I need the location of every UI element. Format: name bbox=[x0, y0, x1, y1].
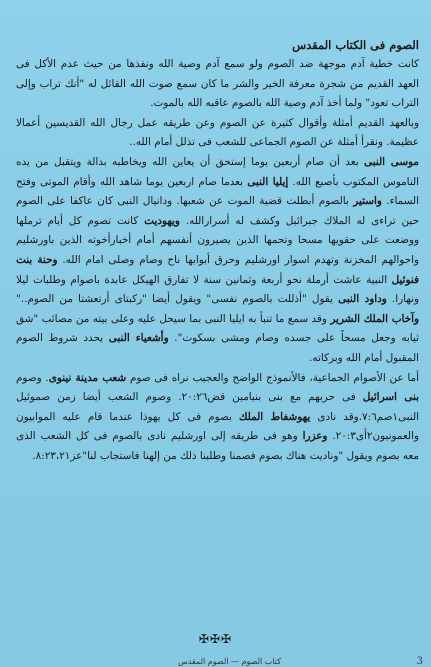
name-judith: ويهوديت bbox=[144, 214, 180, 227]
paragraph-examples bbox=[16, 153, 419, 369]
text-collective-intro: أما عن الأصوام الجماعية، فالأنموذج الواضح والعجيب نراه فى صوم bbox=[126, 371, 419, 384]
text-jehoshaphat: بصوم فى كل يهوذا عندما قام عليه الموابيون والعمونيون٢أى٢٠:٣. bbox=[16, 410, 419, 443]
name-elijah: إيليا النبى bbox=[247, 175, 289, 188]
paragraph-collective-fasts bbox=[16, 369, 419, 467]
text-judith: كانت تصوم كل أيام ترملها ووضعت على حقويها مسحا وتحمها الذين يصيرون أنفسهم أمام أخبارأخوته الذين باورشليم واحوالهم المخزنة وتهدم اسوار اورشليم وحرق أبوابها ناح وصام وصلى امام الله. bbox=[16, 214, 419, 266]
text-david: يقول "أذللت بالصوم نفسى" ويقول أيضا "ركبتاى أرتعشتا من الصوم.." bbox=[16, 293, 339, 306]
footer-text: كتاب الصوم — الصوم المقدس bbox=[177, 657, 281, 666]
text-ezra: وهو فى طريقه إلى اورشليم نادى بالصوم فى كل الشعب الذى معه بصوم ويقول "وناديت هناك بصوم فصمنا وطلبنا ذلك من إلهنا فاستجاب لنا"عز٨:٢٣،٢١. bbox=[16, 430, 419, 462]
name-ahab: وآخاب الملك الشرير bbox=[330, 312, 419, 325]
cross-divider: ✠✠✠ bbox=[198, 632, 233, 646]
name-ezra: وعزرا bbox=[302, 430, 328, 443]
text-isaiah: يحدد شروط الصوم المقبول أمام الله وبركاته. bbox=[16, 332, 419, 364]
text-ahab: وقد سمع ما تنبأ به ايليا النبى بما سيحل عليه وعلى بيته من مصائب "شق ثيابه وجعل مسحاً على جسده وصام ومشى بسكوت". bbox=[16, 312, 419, 345]
text-esther: بالصوم أبطلت قضية الموت عن شعبها. ودانيال النبى كان عاكفا على الصوم حين تراءى له الملاك جبرائيل وكشف له أسرارالله. bbox=[16, 195, 419, 227]
text-israel: فى حربهم مع بنى بنيامين قض٢٠:٢٦. وصوم الشعب أيضا زمن صموئيل النبى١صم٧:٦.وقد نادى bbox=[16, 391, 419, 423]
text-after-nineveh: . وصوم bbox=[16, 371, 49, 384]
page-title: الصوم فى الكتاب المقدس bbox=[292, 38, 419, 52]
page-number: 3 bbox=[416, 656, 423, 667]
name-nineveh: شعب مدينة نينوى bbox=[48, 371, 127, 384]
paragraph-old-testament: وبالعهد القديم أمثلة وأقوال كثيرة عن الصوم وعن طريقه عمل رجال الله القديسين أعمالا عظيمة. ونقرأ أمثلة عن الصوم الجماعى للشعب فى تذلل أمام الله.. bbox=[16, 116, 419, 149]
footer bbox=[0, 655, 431, 667]
name-anna: وحنة بنت فنوئيل bbox=[16, 253, 419, 286]
text-moses: بعد أن صام أربعين يوما إستحق أن يعاين الله ويخاطبه بدالة ويتقبل من يده الناموس المكتوب بأصبع الله. bbox=[16, 155, 420, 188]
text-block bbox=[16, 36, 419, 466]
name-moses: موسى النبى bbox=[364, 155, 419, 168]
text-elijah: بعدما صام اربعين يوما شاهد الله وأقام الموتى وفتح السماء. bbox=[16, 175, 419, 208]
name-esther: واستير bbox=[353, 195, 382, 208]
text-anna: النبية عاشت أرملة نحو أربعة وثمانين سنة لا تفارق الهيكل عابدة باصوام وطلبات ليلا ونهارا. bbox=[16, 273, 419, 306]
name-david: وداود النبى bbox=[338, 293, 387, 306]
name-isaiah: وأشعياء النبى bbox=[108, 332, 169, 345]
paragraph-adam: كانت خطية آدم موجهة ضد الصوم ولو سمع آدم وصية الله ونفذها من حيث عدم الأكل فى العهد القديم من شجرة معرفة الخير والشر ما كان سمع صوت الله القائل له "أنك تراب وإلى التراب تعود" ولما أخذ آدم وصية الله بالصوم عاقبه الله بالموت. bbox=[16, 58, 419, 110]
name-jehoshaphat: يهوشفاط الملك bbox=[238, 410, 311, 423]
name-israel: بنى اسرائيل bbox=[362, 391, 419, 404]
